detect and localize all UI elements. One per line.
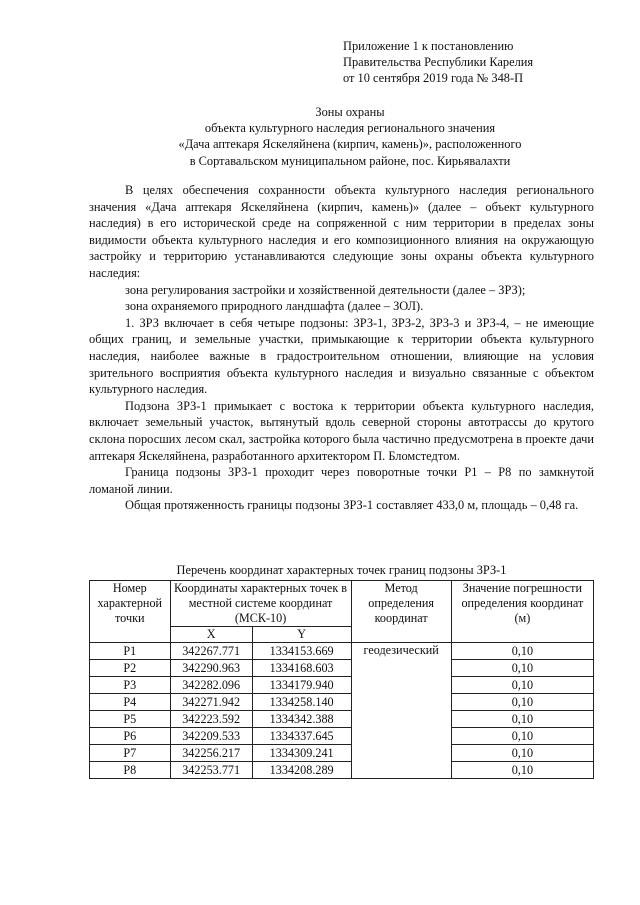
cell-error: 0,10 bbox=[451, 677, 593, 694]
paragraph-3: Граница подзоны ЗРЗ-1 проходит через поворотные точки Р1 – Р8 по замкнутой ломаной линии. bbox=[89, 465, 594, 496]
cell-error: 0,10 bbox=[451, 643, 593, 660]
cell-point: Р8 bbox=[90, 762, 171, 779]
cell-y: 1334179.940 bbox=[252, 677, 351, 694]
coordinates-table bbox=[89, 580, 594, 779]
cell-y: 1334258.140 bbox=[252, 694, 351, 711]
paragraph-1: 1. ЗРЗ включает в себя четыре подзоны: ЗРЗ-1, ЗРЗ-2, ЗРЗ-3 и ЗРЗ-4, – не имеющие общих границ, и земельные участки, примыкающие к территории объекта культурного наследия, наиболее важные в градостроительном отношении, влияющие на условия зрительного восприятия объекта культурного наследия и визуально связанные с объектом культурного наследия. bbox=[89, 315, 594, 397]
cell-point: Р1 bbox=[90, 643, 171, 660]
cell-y: 1334337.645 bbox=[252, 728, 351, 745]
cell-x: 342223.592 bbox=[170, 711, 252, 728]
table-row bbox=[90, 677, 594, 694]
table-row bbox=[90, 643, 594, 660]
table-row bbox=[90, 745, 594, 762]
cell-point: Р4 bbox=[90, 694, 171, 711]
cell-x: 342209.533 bbox=[170, 728, 252, 745]
cell-y: 1334168.603 bbox=[252, 660, 351, 677]
paragraph-2: Подзона ЗРЗ-1 примыкает с востока к территории объекта культурного наследия, включает земельный участок, вытянутый вдоль северной стороны автотрассы до крутого склона поросших лесом скал, застройка которого была частично предусмотрена в проекте дачи аптекаря Яскеляйнена, разработанного архитектором П. Бломстедтом. bbox=[89, 398, 594, 463]
cell-point: Р6 bbox=[90, 728, 171, 745]
header-method: Метод определения координат bbox=[351, 581, 451, 643]
cell-error: 0,10 bbox=[451, 762, 593, 779]
cell-error: 0,10 bbox=[451, 694, 593, 711]
cell-error: 0,10 bbox=[451, 660, 593, 677]
cell-error: 0,10 bbox=[451, 711, 593, 728]
header-coordinates: Координаты характерных точек в местной системе координат (МСК-10) bbox=[170, 581, 351, 627]
cell-method: геодезический bbox=[351, 643, 451, 779]
appendix-header bbox=[343, 38, 533, 87]
paragraph-zone-zol: зона охраняемого природного ландшафта (далее – ЗОЛ). bbox=[125, 299, 424, 314]
cell-error: 0,10 bbox=[451, 745, 593, 762]
cell-y: 1334208.289 bbox=[252, 762, 351, 779]
table-caption: Перечень координат характерных точек границ подзоны ЗРЗ-1 bbox=[176, 563, 507, 577]
table-row bbox=[90, 728, 594, 745]
cell-x: 342290.963 bbox=[170, 660, 252, 677]
table-row bbox=[90, 711, 594, 728]
header-error: Значение погрешности определения координат (м) bbox=[451, 581, 593, 643]
cell-point: Р7 bbox=[90, 745, 171, 762]
cell-y: 1334309.241 bbox=[252, 745, 351, 762]
table-row bbox=[90, 660, 594, 677]
header-x: X bbox=[170, 627, 252, 643]
cell-error: 0,10 bbox=[451, 728, 593, 745]
table-row bbox=[90, 694, 594, 711]
paragraph-intro: В целях обеспечения сохранности объекта культурного наследия регионального значения «Дача аптекаря Яскеляйнена (кирпич, камень)» (далее – объект культурного наследия) в его исторической среде на сопряженной с ним территории в пределах зоны видимости объекта культурного наследия и его композиционного влияния на окружающую застройку и территорию устанавливаются следующие зоны охраны объекта культурного наследия: bbox=[89, 183, 594, 280]
appendix-line: Правительства Республики Карелия bbox=[343, 55, 534, 70]
cell-x: 342267.771 bbox=[170, 643, 252, 660]
cell-x: 342282.096 bbox=[170, 677, 252, 694]
appendix-line: Приложение 1 к постановлению bbox=[343, 39, 514, 53]
cell-x: 342271.942 bbox=[170, 694, 252, 711]
cell-y: 1334153.669 bbox=[252, 643, 351, 660]
paragraph-4: Общая протяженность границы подзоны ЗРЗ-1 составляет 433,0 м, площадь – 0,48 га. bbox=[125, 498, 579, 513]
cell-y: 1334342.388 bbox=[252, 711, 351, 728]
document-body bbox=[89, 182, 594, 514]
cell-point: Р5 bbox=[90, 711, 171, 728]
header-point-number: Номер характерной точки bbox=[90, 581, 171, 643]
document-title bbox=[60, 104, 640, 169]
title-line: Зоны охраны bbox=[315, 105, 385, 119]
cell-point: Р3 bbox=[90, 677, 171, 694]
cell-x: 342256.217 bbox=[170, 745, 252, 762]
title-line: в Сортавальском муниципальном районе, пос. Кирьявалахти bbox=[189, 153, 511, 168]
paragraph-zone-rz: зона регулирования застройки и хозяйственной деятельности (далее – ЗРЗ); bbox=[125, 282, 526, 297]
cell-x: 342253.771 bbox=[170, 762, 252, 779]
header-y: Y bbox=[252, 627, 351, 643]
appendix-line: от 10 сентября 2019 года № 348-П bbox=[343, 71, 524, 86]
title-line: «Дача аптекаря Яскеляйнена (кирпич, камень)», расположенного bbox=[178, 137, 522, 152]
cell-point: Р2 bbox=[90, 660, 171, 677]
title-line: объекта культурного наследия регионального значения bbox=[204, 121, 496, 136]
table-row bbox=[90, 762, 594, 779]
